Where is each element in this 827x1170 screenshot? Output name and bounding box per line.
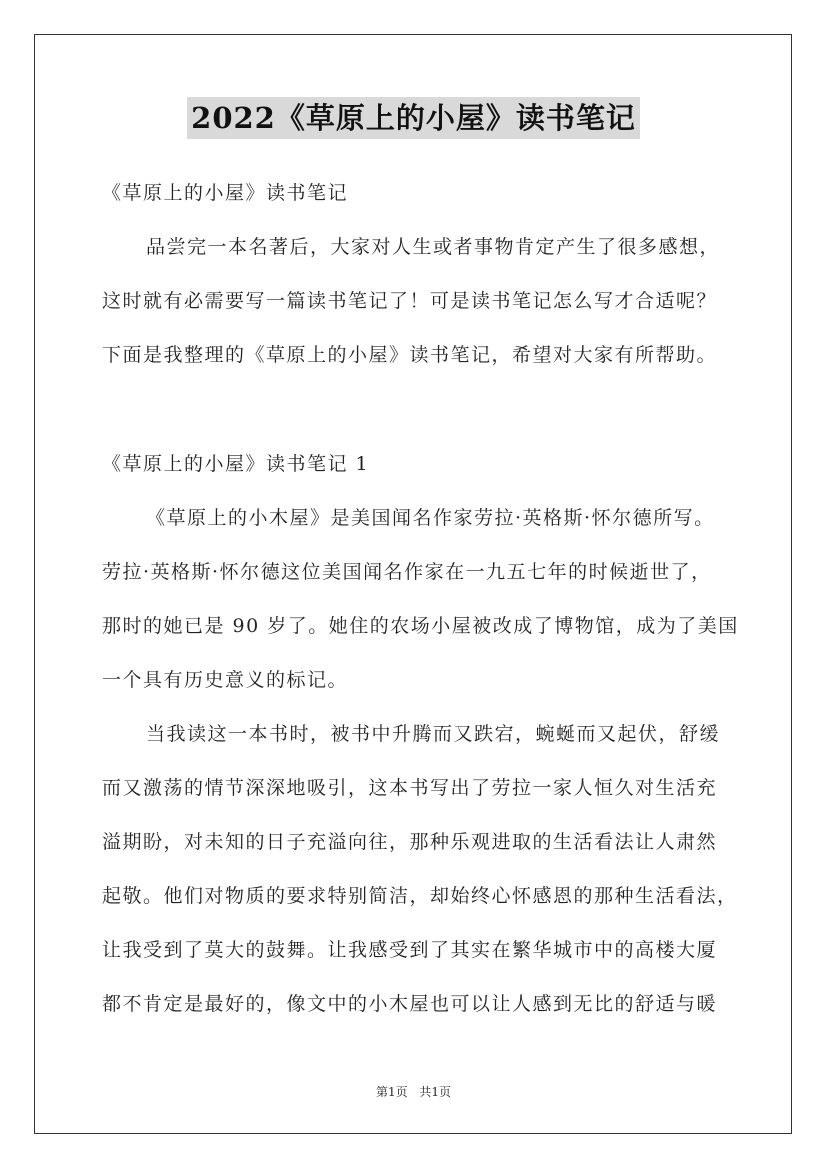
intro-line: 品尝完一本名著后，大家对人生或者事物肯定产生了很多感想， <box>146 236 721 258</box>
title-container <box>0 97 827 139</box>
subheading: 《草原上的小屋》读书笔记 <box>102 182 349 204</box>
paragraph-line: 溢期盼，对未知的日子充溢向往，那种乐观进取的生活看法让人肃然 <box>102 831 718 853</box>
page-number: 第1页 <box>375 1085 408 1099</box>
section-heading: 《草原上的小屋》读书笔记 1 <box>102 453 370 475</box>
document-title: 2022《草原上的小屋》读书笔记 <box>187 97 640 139</box>
page-footer <box>0 1083 827 1100</box>
intro-line: 下面是我整理的《草原上的小屋》读书笔记，希望对大家有所帮助。 <box>102 344 718 366</box>
paragraph-line: 那时的她已是 90 岁了。她住的农场小屋被改成了博物馆，成为了美国 <box>102 615 739 637</box>
paragraph-line: 而又激荡的情节深深地吸引，这本书写出了劳拉一家人恒久对生活充 <box>102 777 718 799</box>
paragraph-line: 一个具有历史意义的标记。 <box>102 669 349 691</box>
intro-line: 这时就有必需要写一篇读书笔记了！可是读书笔记怎么写才合适呢？ <box>102 290 718 312</box>
total-pages: 共1页 <box>419 1085 452 1099</box>
paragraph-line: 让我受到了莫大的鼓舞。让我感受到了其实在繁华城市中的高楼大厦 <box>102 939 718 961</box>
paragraph-line: 劳拉·英格斯·怀尔德这位美国闻名作家在一九五七年的时候逝世了， <box>102 561 712 583</box>
paragraph-line: 起敬。他们对物质的要求特别简洁，却始终心怀感恩的那种生活看法， <box>102 885 738 907</box>
paragraph-line: 当我读这一本书时，被书中升腾而又跌宕，蜿蜒而又起伏，舒缓 <box>146 723 721 745</box>
paragraph-line: 都不肯定是最好的，像文中的小木屋也可以让人感到无比的舒适与暖 <box>102 993 718 1015</box>
paragraph-line: 《草原上的小木屋》是美国闻名作家劳拉·英格斯·怀尔德所写。 <box>146 507 715 529</box>
